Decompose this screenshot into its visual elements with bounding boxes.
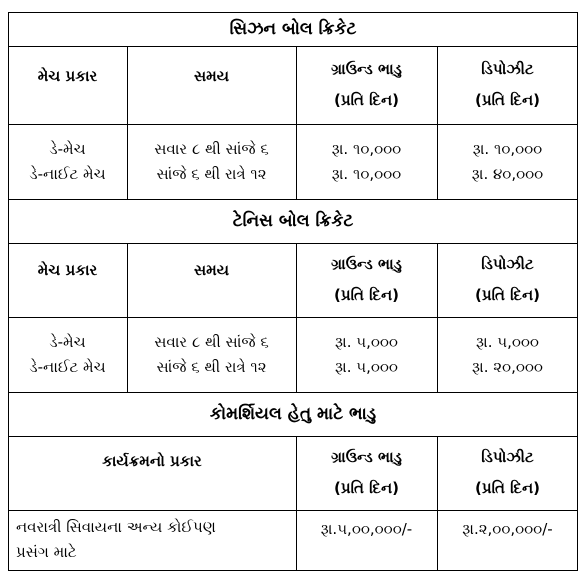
time-day-night: સાંજે ૬ થી રાત્રે ૧૨ — [156, 357, 267, 376]
match-type-day-night: ડે-નાઈટ મેચ — [29, 357, 106, 376]
rent-day: રૂા. ૫,૦૦૦ — [335, 332, 398, 351]
section-title-season-ball: સિઝન બોલ ક્રિકેટ — [229, 19, 357, 39]
cell-time — [127, 317, 296, 392]
cell-match-type — [8, 317, 127, 392]
time-day: સવાર ૮ થી સાંજે ૬ — [154, 332, 269, 351]
time-day-night: સાંજે ૬ થી રાત્રે ૧૨ — [156, 164, 267, 183]
header-ground-rent-line2: (પ્રતિ દિન) — [334, 286, 399, 304]
match-type-day: ડે-મેચ — [49, 139, 86, 158]
rent-day-night: રૂા. ૧૦,૦૦૦ — [331, 164, 402, 183]
rent-day-night: રૂા. ૫,૦૦૦ — [335, 357, 398, 376]
time-day: સવાર ૮ થી સાંજે ૬ — [154, 139, 269, 158]
header-deposit — [437, 436, 578, 510]
deposit-day: રૂા. ૫,૦૦૦ — [476, 332, 539, 351]
header-deposit-line2: (પ્રતિ દિન) — [475, 91, 540, 109]
header-deposit-line1: ડિપોઝીટ — [481, 60, 534, 78]
header-ground-rent — [296, 436, 437, 510]
deposit-day: રૂા. ૧૦,૦૦૦ — [472, 139, 543, 158]
header-ground-rent-line1: ગ્રાઉન્ડ ભાડુ — [331, 448, 402, 466]
cell-time — [127, 124, 296, 199]
cell-event-type — [8, 510, 296, 570]
event-type-line1: નવરાત્રી સિવાયના અન્ય કોઈપણ — [16, 518, 216, 536]
rent-day: રૂા. ૧૦,૦૦૦ — [331, 139, 402, 158]
header-ground-rent-line2: (પ્રતિ દિન) — [334, 91, 399, 109]
header-match-type: મેચ પ્રકાર — [37, 261, 98, 279]
header-deposit — [437, 46, 578, 124]
header-ground-rent-line1: ગ્રાઉન્ડ ભાડુ — [331, 60, 402, 78]
cell-ground-rent — [296, 317, 437, 392]
header-time: સમય — [193, 261, 230, 279]
header-deposit-line1: ડિપોઝીટ — [481, 448, 534, 466]
cell-ground-rent: રૂા.૫,૦૦,૦૦૦/- — [320, 520, 413, 538]
header-match-type: મેચ પ્રકાર — [37, 67, 98, 85]
cell-deposit — [437, 317, 578, 392]
section-title-tennis-ball: ટેનિસ બોલ ક્રિકેટ — [232, 211, 354, 231]
header-deposit — [437, 243, 578, 317]
cell-deposit: રૂા.૨,૦૦,૦૦૦/- — [462, 520, 553, 538]
event-type-line2: પ્રસંગ માટે — [16, 543, 77, 561]
header-ground-rent — [296, 243, 437, 317]
header-event-type: કાર્યક્રમનો પ્રકાર — [102, 452, 202, 470]
match-type-day: ડે-મેચ — [49, 332, 86, 351]
cell-ground-rent — [296, 124, 437, 199]
header-deposit-line1: ડિપોઝીટ — [481, 255, 534, 273]
header-ground-rent — [296, 46, 437, 124]
header-ground-rent-line2: (પ્રતિ દિન) — [334, 479, 399, 497]
deposit-day-night: રૂા. ૪૦,૦૦૦ — [471, 164, 544, 183]
header-time: સમય — [193, 67, 230, 85]
header-deposit-line2: (પ્રતિ દિન) — [475, 479, 540, 497]
header-deposit-line2: (પ્રતિ દિન) — [475, 286, 540, 304]
cell-match-type — [8, 124, 127, 199]
match-type-day-night: ડે-નાઈટ મેચ — [29, 164, 106, 183]
header-ground-rent-line1: ગ્રાઉન્ડ ભાડુ — [331, 255, 402, 273]
deposit-day-night: રૂા. ૨૦,૦૦૦ — [472, 357, 543, 376]
section-title-commercial: કોમર્શિયલ હેતુ માટે ભાડુ — [209, 404, 377, 424]
cell-deposit — [437, 124, 578, 199]
